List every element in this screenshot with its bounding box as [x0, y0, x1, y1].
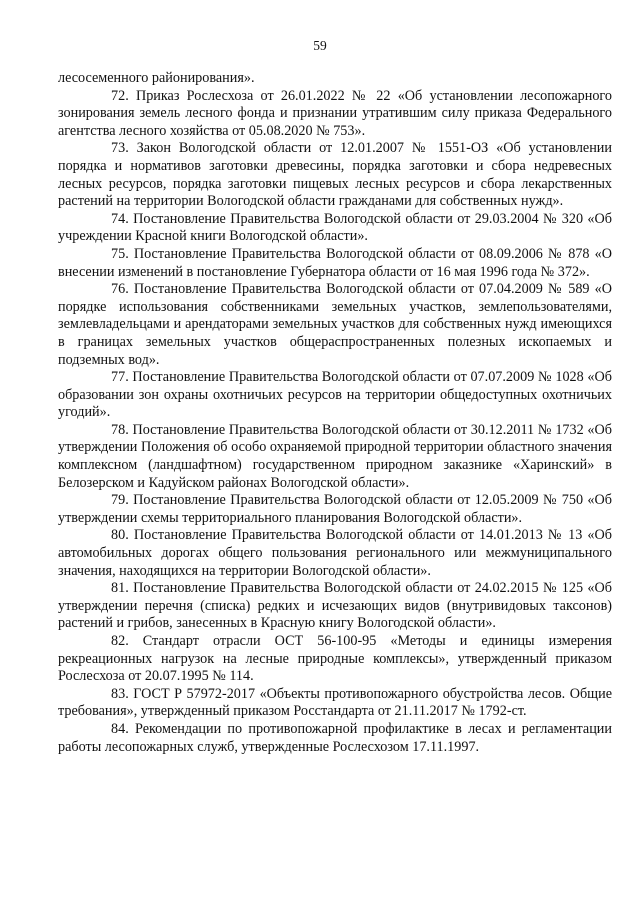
continuation-text: лесосеменного районирования». — [58, 70, 255, 86]
list-item-82: 82. Стандарт отрасли ОСТ 56-100-95 «Методы и единицы измерения рекреационных нагрузок на лесные природные комплексы», утвержденный приказом Рослесхоза от 20.07.1995 № 114. — [58, 633, 612, 685]
list-item-84: 84. Рекомендации по противопожарной профилактике в лесах и регламентации работы лесопожарных служб, утвержденные Рослесхозом 17.11.1997. — [58, 720, 612, 755]
list-item-76: 76. Постановление Правительства Вологодской области от 07.04.2009 № 589 «О порядке использования собственниками земельных участков, землепользователями, землевладельцами и арендаторами земельных участков для собственных нужд имеющихся в границах земельных участков общераспространенных полезных ископаемых и подземных вод». — [58, 281, 612, 368]
list-item-73: 73. Закон Вологодской области от 12.01.2007 № 1551-ОЗ «Об установлении порядка и нормативов заготовки древесины, порядка заготовки и сбора недревесных лесных ресурсов, порядка заготовки пищевых лесных ресурсов и сбора лекарственных растений на территории Вологодской области гражданами для собственных нужд». — [58, 140, 612, 210]
document-body — [58, 70, 612, 756]
list-item-83: 83. ГОСТ Р 57972-2017 «Объекты противопожарного обустройства лесов. Общие требования», утвержденный приказом Росстандарта от 21.11.2017 № 1792-ст. — [58, 685, 612, 720]
list-item-81: 81. Постановление Правительства Вологодской области от 24.02.2015 № 125 «Об утверждении перечня (списка) редких и исчезающих видов (внутривидовых таксонов) растений и грибов, занесенных в Красную книгу Вологодской области». — [58, 580, 612, 632]
list-item-79: 79. Постановление Правительства Вологодской области от 12.05.2009 № 750 «Об утверждении схемы территориального планирования Вологодской области». — [58, 492, 612, 526]
list-item-78: 78. Постановление Правительства Вологодской области от 30.12.2011 № 1732 «Об утверждении Положения об особо охраняемой природной территории областного значения комплексном (ландшафтном) государственном природном заказнике «Харинский» в Белозерском и Кадуйском районах Вологодской области». — [58, 421, 612, 491]
list-item-80: 80. Постановление Правительства Вологодской области от 14.01.2013 № 13 «Об автомобильных дорогах общего пользования регионального или межмуниципального значения, находящихся на территории Вологодской области». — [58, 527, 612, 579]
list-item-75: 75. Постановление Правительства Вологодской области от 08.09.2006 № 878 «О внесении изменений в постановление Губернатора области от 16 мая 1996 года № 372». — [58, 245, 612, 280]
page-number: 59 — [313, 38, 327, 53]
list-item-77: 77. Постановление Правительства Вологодской области от 07.07.2009 № 1028 «Об образовании зон охраны охотничьих ресурсов на территории общедоступных охотничьих угодий». — [58, 369, 612, 421]
list-item-72: 72. Приказ Рослесхоза от 26.01.2022 № 22 «Об установлении лесопожарного зонирования земель лесного фонда и признании утратившим силу приказа Федерального агентства лесного хозяйства от 05.08.2020 № 753». — [58, 87, 612, 139]
list-item-74: 74. Постановление Правительства Вологодской области от 29.03.2004 № 320 «Об учреждении Красной книги Вологодской области». — [58, 210, 612, 245]
